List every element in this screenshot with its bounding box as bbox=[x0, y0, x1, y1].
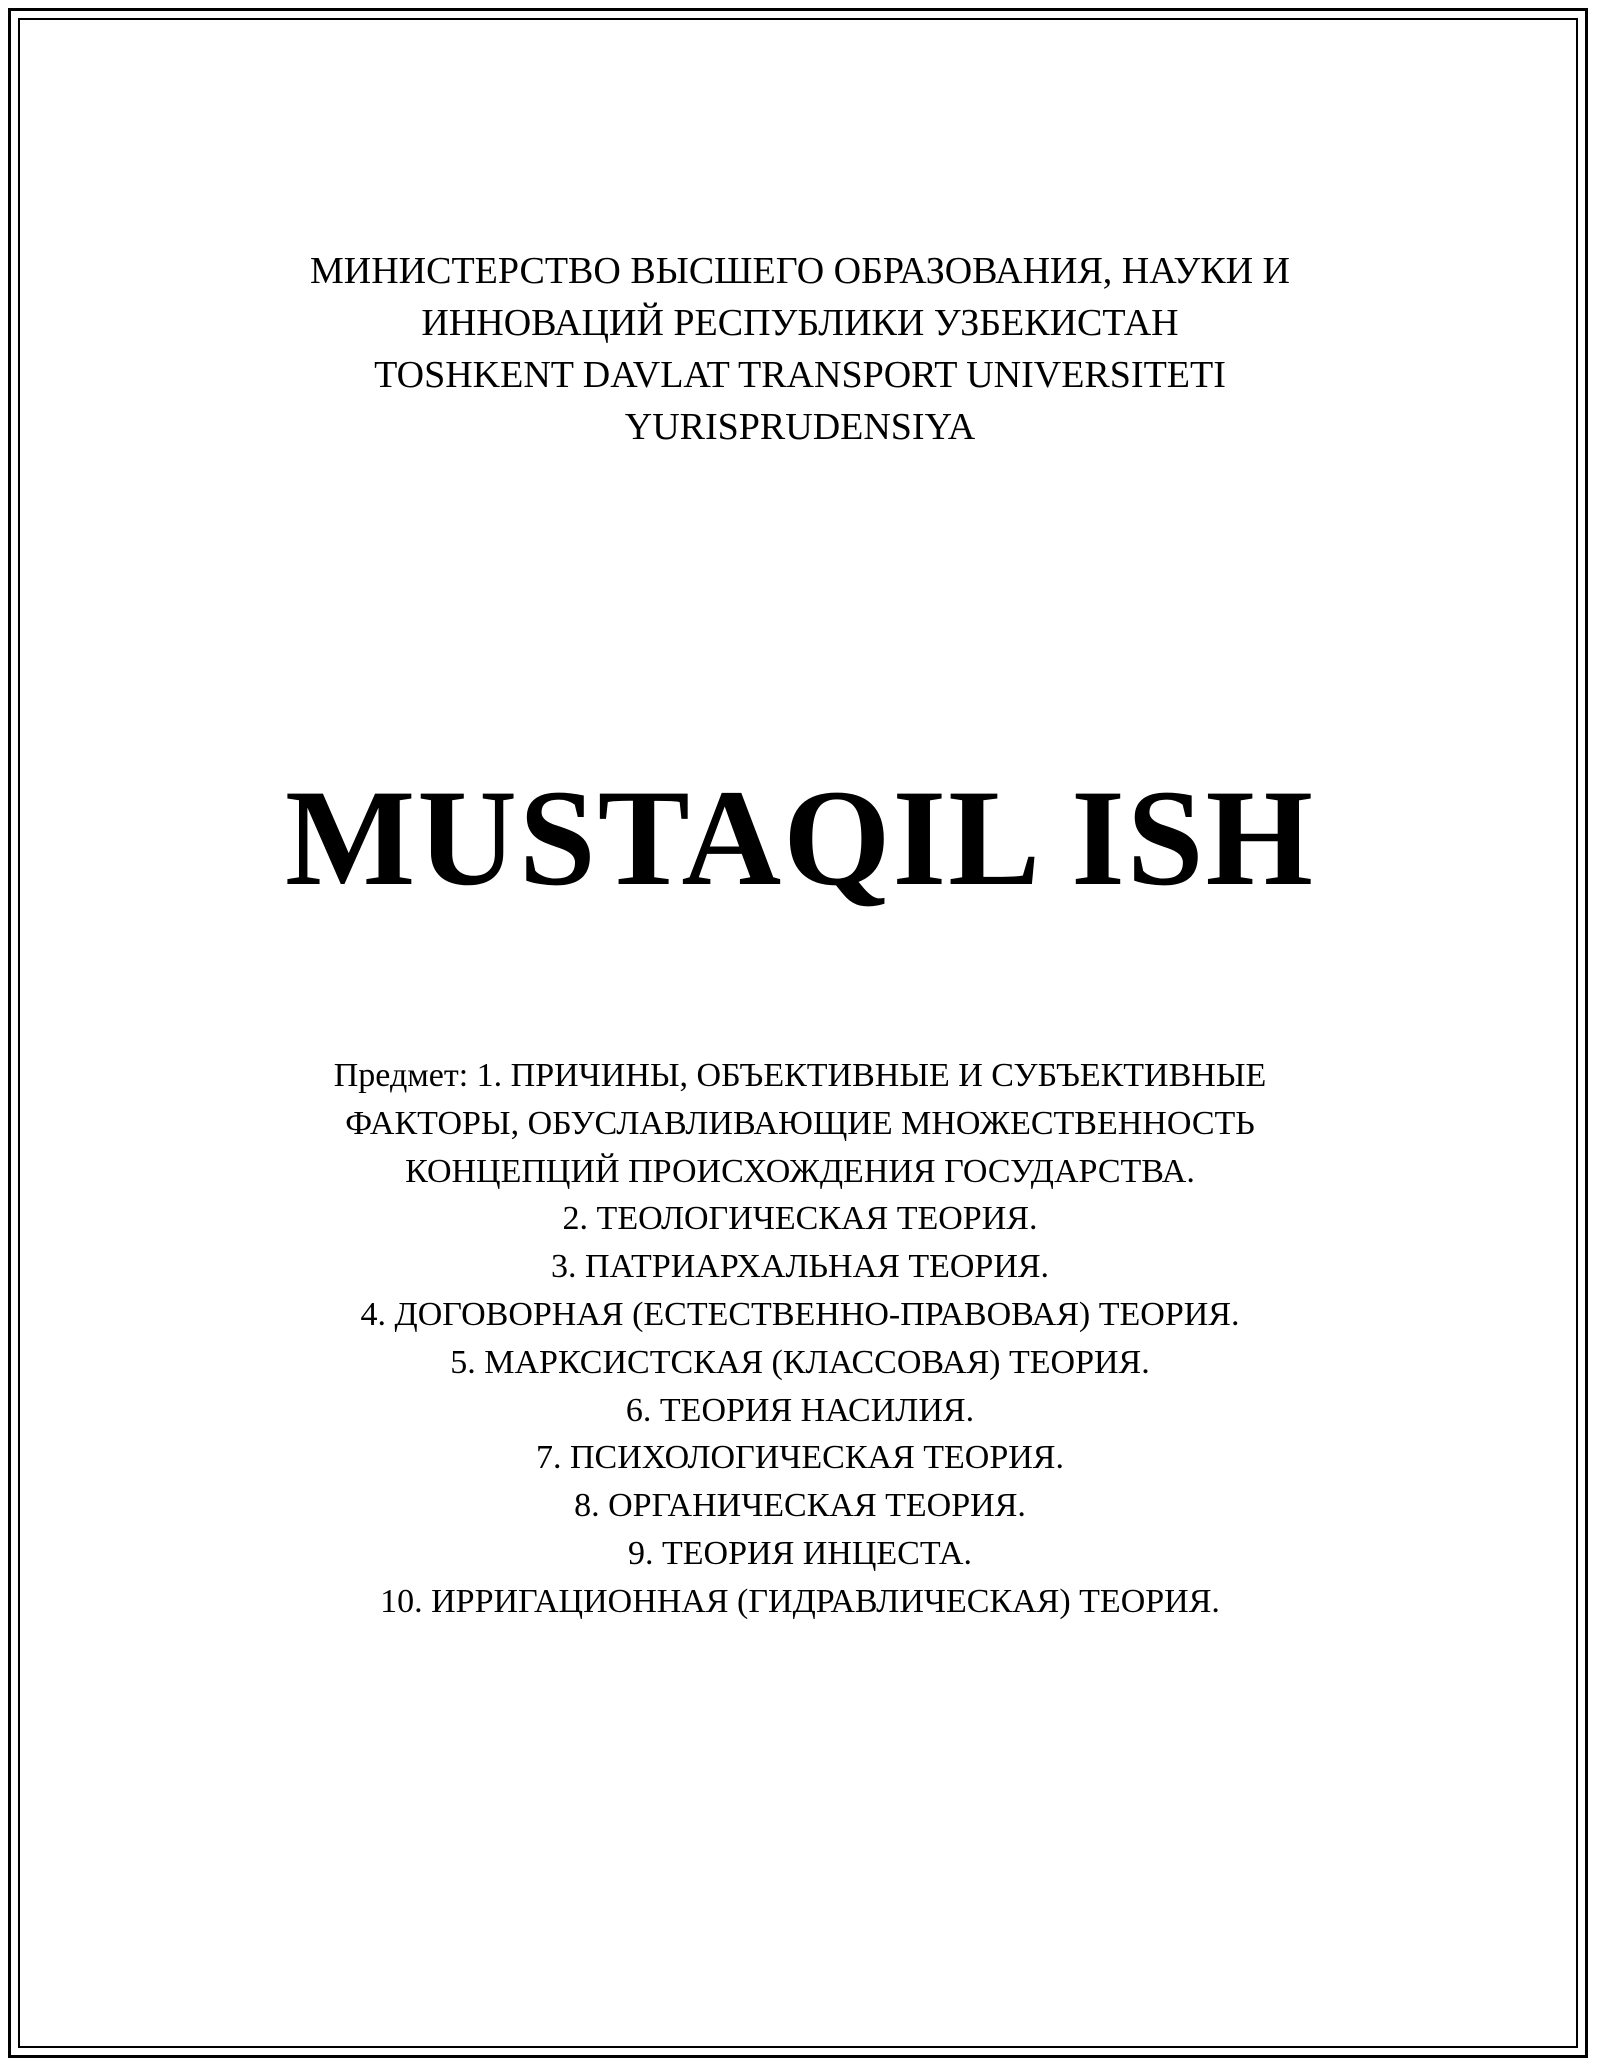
subject-line: 10. ИРРИГАЦИОННАЯ (ГИДРАВЛИЧЕСКАЯ) ТЕОРИЯ. bbox=[380, 1582, 1220, 1620]
subject-line: 2. ТЕОЛОГИЧЕСКАЯ ТЕОРИЯ. bbox=[562, 1200, 1038, 1238]
header-line: ИННОВАЦИЙ РЕСПУБЛИКИ УЗБЕКИСТАН bbox=[421, 302, 1179, 344]
subject-line: 7. ПСИХОЛОГИЧЕСКАЯ ТЕОРИЯ. bbox=[536, 1439, 1064, 1477]
subject-line: 3. ПАТРИАРХАЛЬНАЯ ТЕОРИЯ. bbox=[550, 1248, 1050, 1286]
subject-line: 9. ТЕОРИЯ ИНЦЕСТА. bbox=[628, 1534, 972, 1572]
subject-line: 8. ОРГАНИЧЕСКАЯ ТЕОРИЯ. bbox=[574, 1487, 1026, 1525]
document-title: MUSTAQIL ISH bbox=[285, 761, 1315, 914]
subject-line: 6. ТЕОРИЯ НАСИЛИЯ. bbox=[625, 1391, 975, 1429]
header-line: TOSHKENT DAVLAT TRANSPORT UNIVERSITETI bbox=[374, 354, 1226, 396]
subject-line: 4. ДОГОВОРНАЯ (ЕСТЕСТВЕННО-ПРАВОВАЯ) ТЕОРИЯ. bbox=[360, 1295, 1240, 1333]
subject-block bbox=[0, 1052, 1600, 1626]
subject-line: ФАКТОРЫ, ОБУСЛАВЛИВАЮЩИЕ МНОЖЕСТВЕННОСТЬ bbox=[345, 1104, 1255, 1142]
subject-line: 5. МАРКСИСТСКАЯ (КЛАССОВАЯ) ТЕОРИЯ. bbox=[450, 1343, 1150, 1381]
header-line: МИНИСТЕРСТВО ВЫСШЕГО ОБРАЗОВАНИЯ, НАУКИ И bbox=[310, 250, 1290, 292]
header-line: YURISPRUDENSIYA bbox=[624, 406, 976, 448]
institution-header bbox=[0, 245, 1600, 453]
subject-line: Предмет: 1. ПРИЧИНЫ, ОБЪЕКТИВНЫЕ И СУБЪЕКТИВНЫЕ bbox=[333, 1057, 1267, 1094]
subject-line: КОНЦЕПЦИЙ ПРОИСХОЖДЕНИЯ ГОСУДАРСТВА. bbox=[405, 1152, 1195, 1190]
